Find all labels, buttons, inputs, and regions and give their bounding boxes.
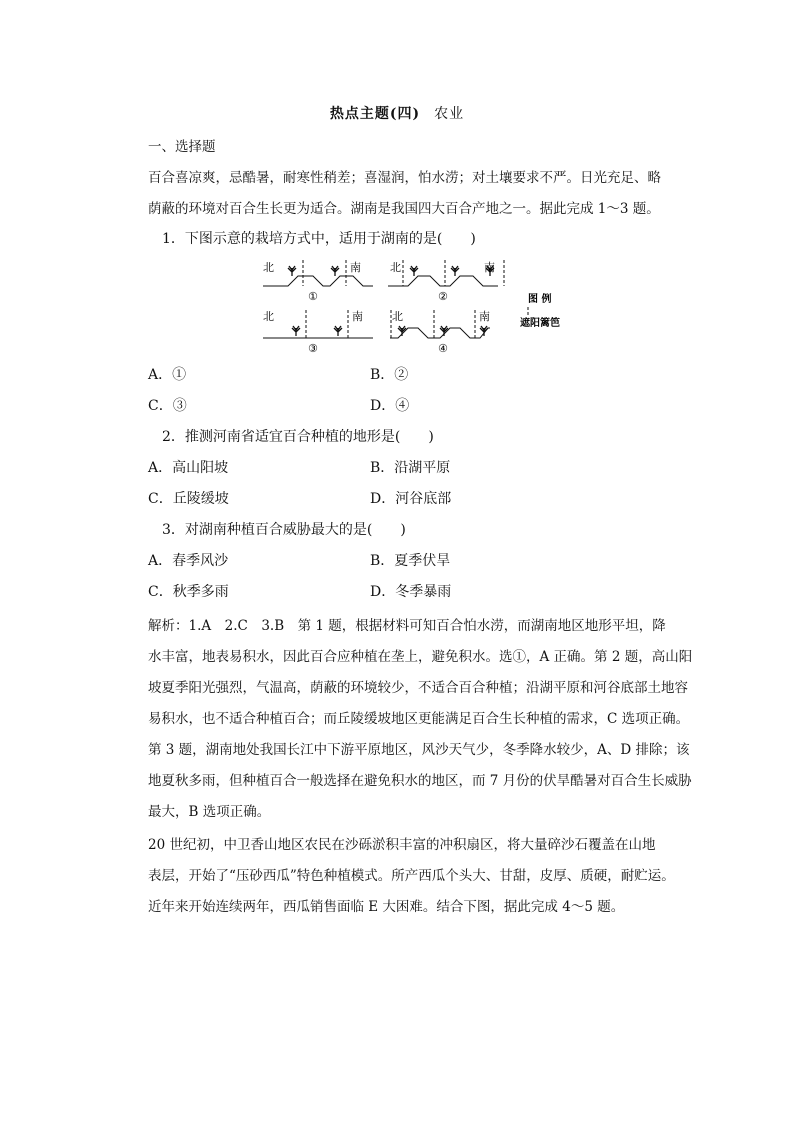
analysis-line-5: 第 3 题，湖南地处我国长江中下游平原地区，风沙天气少，冬季降水较少，A、D 排除；该 (148, 742, 690, 758)
analysis-line-2: 水丰富，地表易积水，因此百合应种植在垄上，避免积水。选①，A 正确。第 2 题，高山阳 (148, 649, 693, 665)
cultivation-diagram-svg (258, 258, 588, 358)
q3-option-d: D．冬季暴雨 (370, 584, 452, 600)
analysis-line-4: 易积水，也不适合种植百合；而丘陵缓坡地区更能满足百合生长种植的需求，C 选项正确。 (148, 711, 690, 727)
section-heading: 一、选择题 (148, 139, 216, 155)
lily-plant-icon (292, 326, 300, 336)
intro2-line-1: 20 世纪初，中卫香山地区农民在沙砾淤积丰富的冲积扇区，将大量碎沙石覆盖在山地 (148, 837, 656, 853)
lily-plant-icon (334, 326, 342, 336)
lily-plant-icon (331, 266, 339, 276)
north-label: 北 (263, 310, 274, 323)
diagram-panel-3 (263, 310, 373, 355)
title-sub: 农业 (434, 106, 465, 122)
q1-option-c: C．③ (148, 398, 187, 414)
q2-option-a: A．高山阳坡 (148, 460, 229, 476)
q1-option-a: A．① (148, 367, 187, 383)
lily-plant-icon (288, 266, 296, 276)
south-label: 南 (352, 310, 363, 323)
north-label: 北 (263, 261, 274, 274)
analysis-line-7: 最大，B 选项正确。 (148, 804, 271, 820)
title-main: 热点主题(四) (329, 106, 421, 122)
question-1-stem: 1．下图示意的栽培方式中，适用于湖南的是( ) (162, 231, 476, 247)
q1-option-b: B．② (370, 367, 409, 383)
q3-option-a: A．春季风沙 (148, 553, 229, 569)
q2-option-d: D．河谷底部 (370, 491, 452, 507)
intro-line-2: 荫蔽的环境对百合生长更为适合。湖南是我国四大百合产地之一。据此完成 1～3 题。 (148, 201, 660, 217)
north-label: 北 (390, 261, 401, 274)
diagram-panel-2 (388, 260, 504, 303)
legend-item: 遮阳篱笆 (520, 318, 560, 329)
intro2-line-2: 表层，开始了“压砂西瓜”特色种植模式。所产西瓜个头大、甘甜，皮厚、质硬，耐贮运。 (148, 868, 675, 884)
intro2-line-3: 近年来开始连续两年，西瓜销售面临 E 大困难。结合下图，据此完成 4～5 题。 (148, 899, 625, 915)
q1-option-d: D．④ (370, 398, 410, 414)
diagram-legend (520, 292, 560, 329)
intro-line-1: 百合喜凉爽，忌酷暑，耐寒性稍差；喜湿润，怕水涝；对土壤要求不严。日光充足、略 (148, 170, 661, 186)
panel-label-1: ① (308, 290, 318, 303)
q2-option-b: B．沿湖平原 (370, 460, 451, 476)
analysis-line-3: 坡夏季阳光强烈，气温高，荫蔽的环境较少，不适合百合种植；沿湖平原和河谷底部土地容 (148, 680, 688, 696)
analysis-line-1: 解析：1.A 2.C 3.B 第 1 题，根据材料可知百合怕水涝，而湖南地区地形平坦，降 (148, 618, 666, 634)
q3-option-b: B．夏季伏旱 (370, 553, 451, 569)
north-label: 北 (392, 310, 403, 323)
cultivation-diagram (258, 258, 588, 358)
question-2-stem: 2．推测河南省适宜百合种植的地形是( ) (162, 429, 434, 445)
south-label: 南 (479, 310, 490, 323)
panel-label-2: ② (438, 290, 448, 303)
lily-plant-icon (451, 266, 459, 276)
analysis-line-6: 地夏秋多雨，但种植百合一般选择在避免积水的地区，而 7 月份的伏旱酷暑对百合生长威胁 (148, 773, 692, 789)
lily-plant-icon (410, 266, 418, 276)
panel-label-4: ④ (438, 342, 448, 355)
south-label: 南 (484, 261, 495, 274)
q2-option-c: C．丘陵缓坡 (148, 491, 229, 507)
diagram-panel-4 (390, 310, 490, 355)
diagram-panel-1 (263, 260, 373, 303)
legend-title: 图 例 (528, 294, 552, 305)
page-title (0, 103, 794, 123)
panel-label-3: ③ (308, 342, 318, 355)
question-3-stem: 3．对湖南种植百合威胁最大的是( ) (162, 522, 406, 538)
lily-plant-icon (480, 326, 488, 336)
south-label: 南 (350, 261, 361, 274)
q3-option-c: C．秋季多雨 (148, 584, 229, 600)
